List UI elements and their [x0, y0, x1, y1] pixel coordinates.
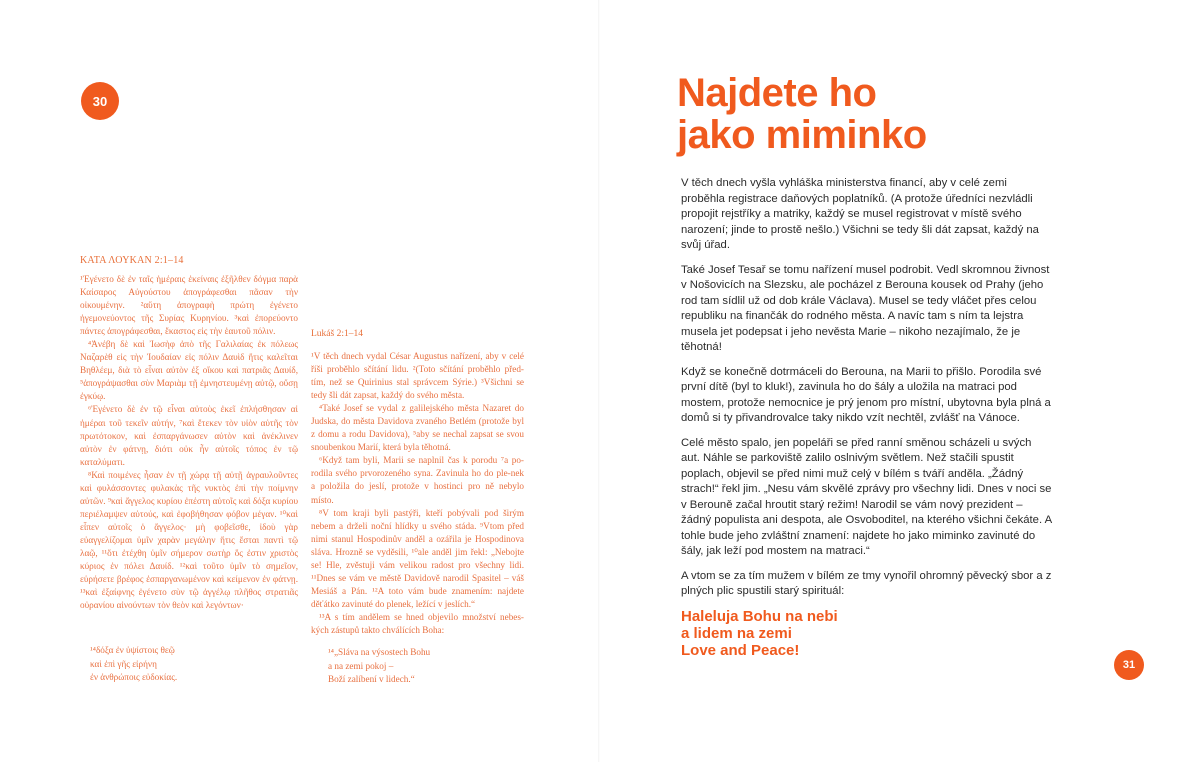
story-text	[681, 176, 1053, 609]
greek-poem	[90, 644, 177, 685]
czech-poem	[328, 646, 430, 687]
czech-paragraph: ¹V těch dnech vydal César Augustus nařízení, aby v celé říši proběhlo sčítání lidu. ²(Toto sčítání proběhlo před-tím, než se Quirinius stal správcem Sýrie.) ³Všichni se tedy šli dát zapsat, každý do svého města.	[311, 351, 524, 401]
greek-poem-line: καὶ ἐπὶ γῆς εἰρήνη	[90, 658, 157, 669]
greek-paragraph: ¹Ἐγένετο δὲ ἐν ταῖς ἡμέραις ἐκείναις ἐξῆλθεν δόγμα παρὰ Καίσαρος Αὐγούστου ἀπογράφεσθαι πᾶσαν τὴν οἰκουμένην. ²αὕτη ἀπογραφὴ πρώτη ἐγένετο ἡγεμονεύοντος τῆς Συρίας Κυρηνίου. ³καὶ ἐπορεύοντο πάντες ἀπογράφεσθαι, ἕκαστος εἰς τὴν ἑαυτοῦ πόλιν.	[80, 274, 298, 337]
greek-paragraph: ⁴Ἀνέβη δὲ καὶ Ἰωσὴφ ἀπὸ τῆς Γαλιλαίας ἐκ πόλεως Ναζαρὲθ εἰς τὴν Ἰουδαίαν εἰς πόλιν Δαυὶδ ἥτις καλεῖται Βηθλέεμ, διὰ τὸ εἶναι αὐτὸν ἐξ οἴκου καὶ πατριᾶς Δαυίδ, ⁵ἀπογράψασθαι σὺν Μαριὰμ τῇ ἐμνηστευμένῃ αὐτῷ, οὔσῃ ἐγκύῳ.	[80, 339, 298, 402]
czech-paragraph: ⁶Když tam byli, Marii se naplnil čas k porodu ⁷a po-rodila svého prvorozeného syna. Zavinula ho do ple-nek a položila do jeslí, protože v hostinci pro ně nebylo místo.	[311, 455, 524, 505]
greek-text	[80, 273, 298, 612]
czech-text	[311, 350, 524, 637]
czech-paragraph: ¹³A s tím andělem se hned objevilo množství nebes-kých zástupů takto chválících Boha:	[311, 611, 524, 635]
chapter-title-line: Najdete ho	[677, 71, 877, 115]
story-paragraph: A vtom se za tím mužem v bílém ze tmy vynořil ohromný pěvecký sbor a z plných plic spustili starý spirituál:	[681, 569, 1052, 597]
story-paragraph: Také Josef Tesař se tomu nařízení musel podrobit. Vedl skromnou živnost v Nošovicích na Slezsku, ale pocházel z Berouna kousek od Prahy (jeho rod tam sídlil už od dob krále Václava). Musel se tedy vláčet přes celou republiku na finančák do rodného města. A navíc tam s ním ta lejstra musela jet podepsat i jeho nevěsta Marie – nikoho nezajímalo, že je těhotná!	[681, 263, 1050, 353]
story-paragraph: Celé město spalo, jen popeláři se před ranní směnou scházeli u svých aut. Náhle se parkoviště zalilo oslnivým světlem. Než stačili spustit poplach, objevil se před nimi muž celý v bílém s tváří anděla. „Žádný strach!“ řekl jim. „Nesu vám skvělé zprávy pro všechny lidi. Dnes v noci se v Berouně začal hroutit starý režim! Narodil se vám nový prezident – žádný populista ani despota, ale Osvoboditel, na kterého všichni čekáte. A tohle bude jeho zvláštní znamení: najdete ho jako miminko zavinuté do šály, jak leží pod mostem na matraci.“	[681, 436, 1052, 557]
chapter-title	[677, 72, 927, 156]
chorus-line: a lidem na zemi	[681, 625, 792, 642]
greek-poem-line: ¹⁴δόξα ἐν ὑψίστοις θεῷ	[90, 645, 175, 655]
czech-poem-line: Boží zalíbení v lidech.“	[328, 674, 415, 684]
czech-paragraph: ⁸V tom kraji byli pastýři, kteří pobývali pod širým nebem a drželi noční hlídky u svého stáda. ⁹Vtom před nimi stanul Hospodinův anděl a ozářila je Hospodinova sláva. Hrozně se vyděsili, ¹⁰ale anděl jim řekl: „Nebojte se! Hle, zvěstuji vám velikou radost pro všechny lidi. ¹¹Dnes se vám ve městě Davidově narodil Spasitel – váš Mesiáš a Pán. ¹²A toto vám bude znamením: najdete děťátko zavinuté do plenek, ležící v jeslích.“	[311, 507, 524, 609]
greek-paragraph: ⁶Ἐγένετο δὲ ἐν τῷ εἶναι αὐτοὺς ἐκεῖ ἐπλήσθησαν αἱ ἡμέραι τοῦ τεκεῖν αὐτήν, ⁷καὶ ἔτεκεν τὸν υἱὸν αὐτῆς τὸν πρωτότοκον, καὶ ἐσπαργάνωσεν αὐτὸν καὶ ἀνέκλινεν αὐτὸν ἐν φάτνῃ, διότι οὐκ ἦν αὐτοῖς τόπος ἐν τῷ καταλύματι.	[80, 404, 298, 467]
page-number-badge: 31	[1114, 650, 1144, 680]
greek-heading: ΚΑΤΑ ΛΟΥΚΑΝ 2:1–14	[80, 255, 184, 266]
greek-paragraph: ⁸Καὶ ποιμένες ἦσαν ἐν τῇ χώρᾳ τῇ αὐτῇ ἀγραυλοῦντες καὶ φυλάσσοντες φυλακὰς τῆς νυκτὸς ἐπὶ τὴν ποίμνην αὐτῶν. ⁹καὶ ἄγγελος κυρίου ἐπέστη αὐτοῖς καὶ δόξα κυρίου περιέλαμψεν αὐτούς, καὶ ἐφοβήθησαν φόβον μέγαν. ¹⁰καὶ εἶπεν αὐτοῖς ὁ ἄγγελος· μὴ φοβεῖσθε, ἰδοὺ γὰρ εὐαγγελίζομαι ὑμῖν χαρὰν μεγάλην ἥτις ἔσται παντὶ τῷ λαῷ, ¹¹ὅτι ἐτέχθη ὑμῖν σήμερον σωτὴρ ὅς ἐστιν χριστὸς κύριος ἐν πόλει Δαυίδ. ¹²καὶ τοῦτο ὑμῖν τὸ σημεῖον, εὑρήσετε βρέφος ἐσπαργανωμένον καὶ κείμενον ἐν φάτνῃ. ¹³καὶ ἐξαίφνης ἐγένετο σὺν τῷ ἀγγέλῳ πλῆθος στρατιᾶς οὐρανίου αἰνούντων τὸν θεὸν καὶ λεγόντων·	[80, 469, 298, 611]
page-number-badge: 30	[81, 82, 119, 120]
greek-poem-line: ἐν ἀνθρώποις εὐδοκίας.	[90, 672, 178, 682]
chapter-title-line: jako miminko	[677, 113, 927, 157]
czech-poem-line: a na zemi pokoj –	[328, 660, 394, 671]
chorus-line: Love and Peace!	[681, 642, 800, 659]
story-paragraph: V těch dnech vyšla vyhláška ministerstva financí, aby v celé zemi proběhla registrace daňových poplatníků. (A protože úředníci nezvládli propojit rejstříky a matriky, každý se musel registrovat v místě svého narození; jinde to prostě nešlo.) Všichni se tedy šli dát zapsat, každý na svůj úřad.	[681, 177, 1039, 251]
chorus-lyrics	[681, 608, 838, 659]
story-paragraph: Když se konečně dotrmáceli do Berouna, na Marii to přišlo. Porodila své první dítě (byl to kluk!), zavinula ho do šály a uložila na matraci pod mostem, protože nemocnice je prý jenom pro místní, ubytovna byla plná a domů si ty přivandrovalce taky nikdo vzít nechtěl, zvlášť na Vánoce.	[681, 365, 1051, 424]
chorus-line: Haleluja Bohu na nebi	[681, 608, 838, 625]
czech-poem-line: ¹⁴„Sláva na výsostech Bohu	[328, 647, 431, 657]
czech-heading: Lukáš 2:1–14	[311, 329, 363, 339]
czech-paragraph: ⁴Také Josef se vydal z galilejského města Nazaret do Judska, do města Davidova zvaného Betlém (protože byl z domu a rodu Davidova), ⁵aby se nechal zapsat se svou snoubenkou Marií, která byla těhotná.	[311, 403, 524, 453]
